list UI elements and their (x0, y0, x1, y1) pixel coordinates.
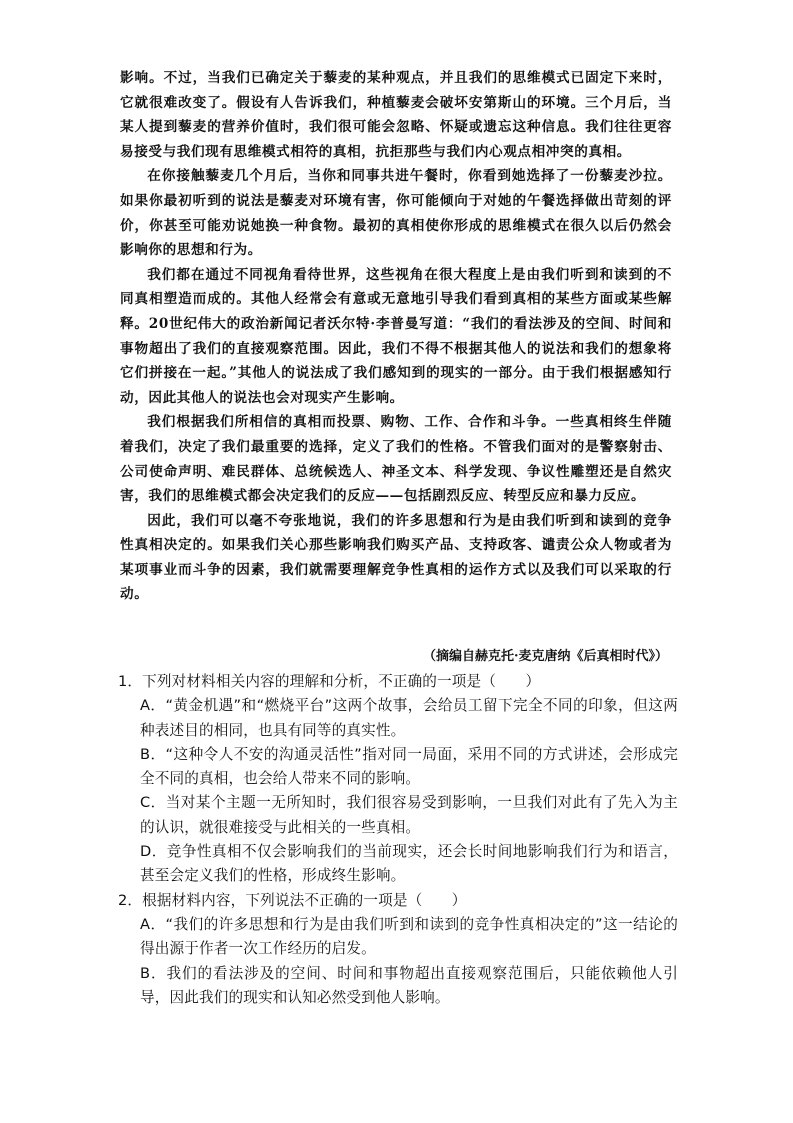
question-1 (118, 670, 678, 889)
option-b: B．“这种令人不安的沟通灵活性”指对同一局面，采用不同的方式讲述，会形成完全不同的真相，也会给人带来不同的影响。 (140, 745, 678, 788)
passage-paragraph: 影响。不过，当我们已确定关于藜麦的某种观点，并且我们的思维模式已固定下来时，它就很难改变了。假设有人告诉我们，种植藜麦会破坏安第斯山的环境。三个月后，当某人提到藜麦的营养价值时，我们很可能会忽略、怀疑或遗忘这种信息。我们往往更容易接受与我们现有思维模式相符的真相，抗拒那些与我们内心观点相冲突的真相。 (120, 70, 672, 160)
passage-paragraph: 我们根据我们所相信的真相而投票、购物、工作、合作和斗争。一些真相终生伴随着我们，决定了我们最重要的选择，定义了我们的性格。不管我们面对的是警察射击、公司使命声明、难民群体、总统候选人、神圣文本、科学发现、争议性雕塑还是自然灾害，我们的思维模式都会决定我们的反应——包括剧烈反应、转型反应和暴力反应。 (120, 414, 672, 505)
question-stem: 1．下列对材料相关内容的理解和分析，不正确的一项是（ ） (118, 673, 541, 690)
passage-paragraph: 因此，我们可以毫不夸张地说，我们的许多思想和行为是由我们听到和读到的竞争性真相决定的。如果我们关心那些影响我们购买产品、支持政客、谴责公众人物或者为某项事业而斗争的因素，我们就需要理解竞争性真相的运作方式以及我们可以采取的行动。 (120, 512, 672, 603)
passage-source: （摘编自赫克托·麦克唐纳《后真相时代》） (422, 649, 668, 664)
option-a: A．“黄金机遇”和“燃烧平台”这两个故事，会给员工留下完全不同的印象，但这两种表述目的相同，也具有同等的真实性。 (140, 697, 678, 739)
reading-passage (120, 66, 672, 607)
option-b: B．我们的看法涉及的空间、时间和事物超出直接观察范围后，只能依赖他人引导，因此我们的现实和认知必然受到他人影响。 (140, 964, 678, 1006)
option-a: A．“我们的许多思想和行为是由我们听到和读到的竞争性真相决定的”这一结论的得出源于作者一次工作经历的启发。 (140, 915, 678, 958)
question-list (118, 670, 678, 1010)
option-c: C．当对某个主题一无所知时，我们很容易受到影响，一旦我们对此有了先入为主的认识，就很难接受与此相关的一些真相。 (140, 794, 678, 836)
question-2 (118, 889, 678, 1010)
passage-paragraph: 我们都在通过不同视角看待世界，这些视角在很大程度上是由我们听到和读到的不同真相塑造而成的。其他人经常会有意或无意地引导我们看到真相的某些方面或某些解释。20世纪伟大的政治新闻记者沃尔特·李普曼写道：“我们的看法涉及的空间、时间和事物超出了我们的直接观察范围。因此，我们不得不根据其他人的说法和我们的想象将它们拼接在一起。”其他人的说法成了我们感知到的现实的一部分。由于我们根据感知行动，因此其他人的说法也会对现实产生影响。 (120, 266, 672, 406)
question-stem: 2．根据材料内容，下列说法不正确的一项是（ ） (118, 891, 467, 909)
passage-paragraph: 在你接触藜麦几个月后，当你和同事共进午餐时，你看到她选择了一份藜麦沙拉。如果你最初听到的说法是藜麦对环境有害，你可能倾向于对她的午餐选择做出苛刻的评价，你甚至可能劝说她换一种食物。最初的真相使你形成的思维模式在很久以后仍然会影响你的思想和行为。 (120, 168, 672, 259)
option-d: D．竞争性真相不仅会影响我们的当前现实，还会长时间地影响我们行为和语言，甚至会定义我们的性格，形成终生影响。 (140, 843, 678, 885)
